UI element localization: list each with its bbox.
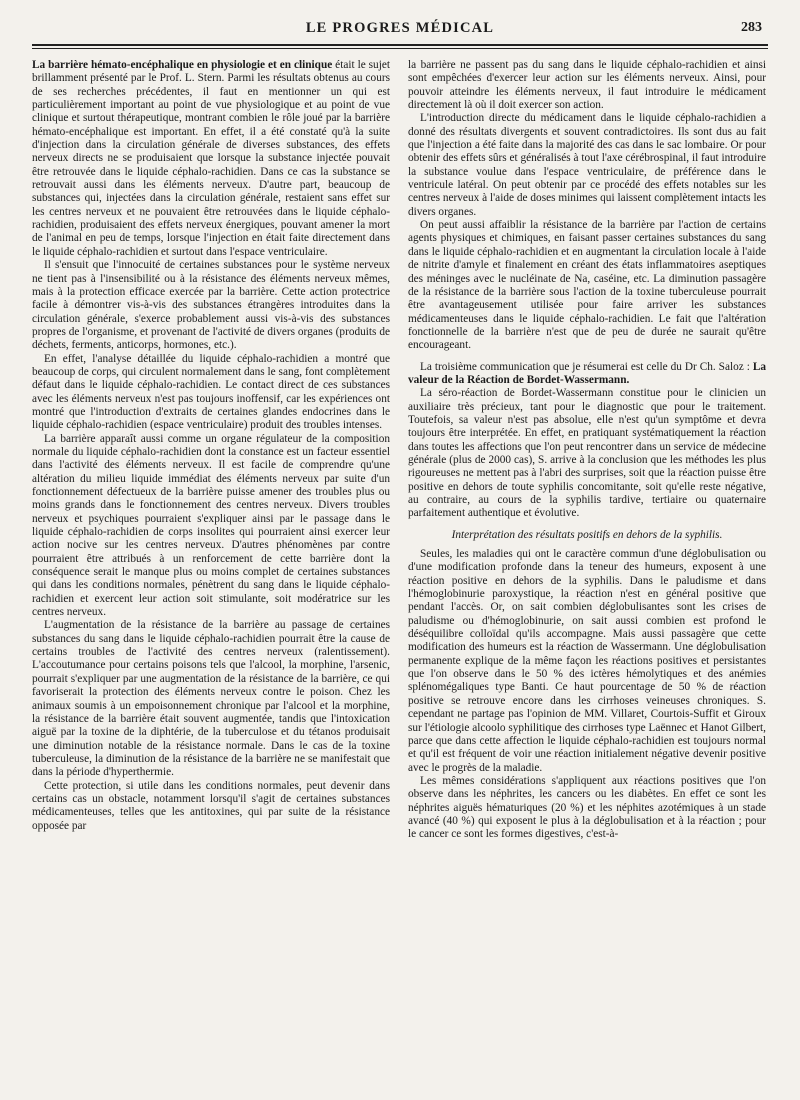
paragraph-text: était le sujet brillamment présenté par le Prof. L. Stern. Parmi les résultats obtenus au cours de ses recherches précédentes, il faut en mentionner un qui est particulièrement important au point de vue physiologique et au point de vue clinique et surtout thérapeutique, montrant combien le rôle joué par la barrière hémato-encéphalique est important. En effet, il a été constaté qu'à la suite d'injection dans la circulation générale de diverses substances, des effets nerveux directs ne se produisaient que lorsque la substance injectée pouvait être retrouvée dans le liquide céphalo-rachidien. Dans ce cas la substance se retrouvait aussi dans les éléments nerveux. D'autre part, beaucoup de substances qui, injectées dans la circulation générale, restaient sans effet sur les centres nerveux et ne pouvaient être retrouvées dans le liquide céphalo-rachidien, produisaient des effets nerveux énergiques, pouvant amener la mort de l'animal en peu de temps, lorsque l'injection en était faite directement dans le liquide céphalo-rachidien et surtout dans l'espace ventriculaire. [32,59,390,258]
paragraph [408,361,766,388]
run-in-heading: La barrière hémato-encéphalique en physiologie et en clinique [32,59,333,71]
paragraph: Seules, les maladies qui ont le caractère commun d'une déglobulisation ou d'une modification profonde dans la teneur des humeurs, exposent à une réaction positive en dehors de la syphilis. Dans le paludisme et dans l'hémoglobinurie paroxystique, la réaction n'est en général positive que pendant l'accès. Or, on sait combien déglobulisantes sont les crises de paludisme ou d'hémoglobinurie, on sait aussi combien est profond le déséquilibre colloïdal qu'ils accompagne. Mais aussi passagère que cette modification des humeurs est la réaction de Wassermann. Une déglobulisation permanente explique de la même façon les réactions positives et persistantes que l'on observe dans le 50 % des ictères hémolytiques et des anémies splénomégaliques type Banti. Ce haut pourcentage de 50 % de réaction positive se retrouve encore dans les cirrhoses veineuses chroniques. S. cependant ne partage pas l'opinion de MM. Villaret, Courtois-Suffit et Giroux sur l'étiologie alcoolo syphilitique des cirrhoses type Laënnec et Hanot Gilbert, parce que dans cette affection le liquide céphalo-rachidien est toujours normal et qu'il est fréquent de voir une réaction initialement négative devenir positive avec le progrès de la maladie. [408,548,766,774]
paragraph: La barrière apparaît aussi comme un organe régulateur de la composition normale du liquide céphalo-rachidien dont la constance est un facteur essentiel dans l'activité des éléments nerveux. Il est facile de comprendre qu'une altération du milieu liquide immédiat des éléments nerveux par suite d'un fonctionnement défectueux de la barrière puisse amener des troubles plus ou moins grands dans le fonctionnement des centres nerveux. Divers troubles nerveux et psychiques pourraient s'expliquer ainsi par le passage dans le liquide céphalo-rachidien de corps insolites qui pourraient ainsi exercer leur action nocive sur les centres nerveux. D'autres phénomènes par contre pourraient être attribués à un renforcement de cette barrière dont la conséquence serait le manque plus ou moins complet de certaines substances qui dans les conditions normales, pénètrent du sang dans le liquide céphalo-rachidien et exercent leur action soit stimulante, soit modératrice sur les centres nerveux. [32,432,390,619]
header-rule [32,44,768,49]
journal-title: LE PROGRES MÉDICAL [305,20,495,36]
paragraph: La séro-réaction de Bordet-Wassermann constitue pour le clinicien un auxiliaire très précieux, tant pour le diagnostic que pour le traitement. Toutefois, sa valeur n'est pas absolue, elle n'est qu'un symptôme et devra toujours être interprétée. En effet, en pratiquant systématiquement la réaction dans toutes les affections que l'on peut rencontrer dans un service de médecine générale (plus de 2000 cas), S. arrive à la conclusion que les méthodes les plus rigoureuses ne mettent pas à l'abri des surprises, soit que la réaction puisse être positive en dehors de toute syphilis concomitante, soit qu'elle reste négative, au contraire, au cours de la syphilis tardive, tertiaire ou quaternaire parfaitement authentique et évolutive. [408,387,766,520]
left-column [32,59,390,842]
article-columns [32,59,768,842]
paragraph: Cette protection, si utile dans les conditions normales, peut devenir dans certains cas un obstacle, notamment lorsqu'il s'agit de certaines substances médicamenteuses, telles que les antitoxines, qui par suite de la résistance opposée par [32,779,390,832]
paragraph: la barrière ne passent pas du sang dans le liquide céphalo-rachidien et ainsi sont empêchées d'exercer leur action sur les éléments nerveux. Ainsi, pour pouvoir atteindre les éléments nerveux, il faut introduire le médicament directement là où il doit exercer son action. [408,59,766,112]
page-header [32,20,768,42]
paragraph-text: La troisième communication que je résumerai est celle du Dr Ch. Saloz : [420,360,753,373]
paragraph: En effet, l'analyse détaillée du liquide céphalo-rachidien a montré que beaucoup de corps, qui circulent normalement dans le sang, font complètement défaut dans le liquide céphalo-rachidien. Le contact direct de ces substances avec les éléments nerveux n'est pas toujours inoffensif, car les expériences ont montré que l'introduction d'extraits de certaines glandes endocrines dans le liquide céphalo-rachidien (espace ventriculaire) produit des troubles intenses. [32,352,390,432]
paragraph [32,59,390,259]
communication-title: La valeur de la Réaction de Bordet-Wassermann. [408,360,766,386]
page-number: 283 [741,20,762,35]
paragraph: Les mêmes considérations s'appliquent aux réactions positives que l'on observe dans les néphrites, les cancers ou les diabètes. En effet ce sont les néphrites aiguës hématuriques (20 %) et les néphites azotémiques à un stade avancé (40 %) qui exposent le plus à la déglobulisation et à la réaction ; pour le cancer ce sont les formes digestives, c'est-à- [408,774,766,841]
paragraph: L'augmentation de la résistance de la barrière au passage de certaines substances du sang dans le liquide céphalo-rachidien pourrait être la cause de certains troubles de l'activité des centres nerveux (ralentissement). L'accoutumance pour certains poisons tels que l'alcool, la morphine, l'arsenic, pourrait s'expliquer par une augmentation de la résistance de la barrière, ce qui favoriserait la protection des éléments nerveux contre le poison. Chez les animaux soumis à un empoisonnement chronique par l'alcool et la morphine, la résistance de la barrière était souvent augmentée, tandis que l'intoxication aiguë par la toxine de la diphtérie, de la tuberculose et du tétanos produisait une diminution notable de la résistance normale. Dans le cas de la toxine tuberculeuse, la diminution de la résistance de la barrière ne se manifestait que dans la période d'hyperthermie. [32,619,390,779]
paragraph: On peut aussi affaiblir la résistance de la barrière par l'action de certains agents physiques et chimiques, en faisant passer certaines substances du sang dans le liquide céphalo-rachidien et en augmentant la circulation locale à l'aide de nitrite d'amyle et finalement en créant des états inflammatoires aseptiques des méninges avec le nucléinate de Na, caséine, etc. La diminution passagère de la résistance de la barrière sous l'action de la toxine tuberculeuse pourrait être avantageusement utilisée pour faire arriver les substances médicamenteuses dans le liquide céphalo-rachidien. Le fait que l'altération fonctionnelle de la barrière n'est que de peu de durée ne saurait qu'être encourageant. [408,219,766,352]
right-column [408,59,766,842]
paragraph: Il s'ensuit que l'innocuité de certaines substances pour le système nerveux ne tient pas à l'insensibilité ou à la résistance des éléments nerveux mêmes, mais à la protection efficace exercée par la barrière. Cette action protectrice facile à démontrer vis-à-vis des substances étrangères introduites dans la circulation générale, s'exerce probablement aussi vis-à-vis des substances propres de l'organisme, et provenant de l'activité de divers organes (produits de déchets, ferments, anticorps, hormones, etc.). [32,259,390,352]
paragraph: L'introduction directe du médicament dans le liquide céphalo-rachidien a donné des résultats divergents et souvent contradictoires. Ils sont dus au fait que l'injection a été faite dans la majorité des cas dans le sac lombaire. Or pour obtenir des effets sûrs et généralisés à tout l'axe cérébrospinal, il faut introduire la substance voulue dans l'espace ventriculaire, de préférence dans le ventricule latéral. On peut obtenir par ce procédé des effets notables sur les centres nerveux à l'aide de doses minimes qui laissent complètement intacts les divers organes. [408,112,766,218]
section-heading: Interprétation des résultats positifs en dehors de la syphilis. [451,528,723,541]
